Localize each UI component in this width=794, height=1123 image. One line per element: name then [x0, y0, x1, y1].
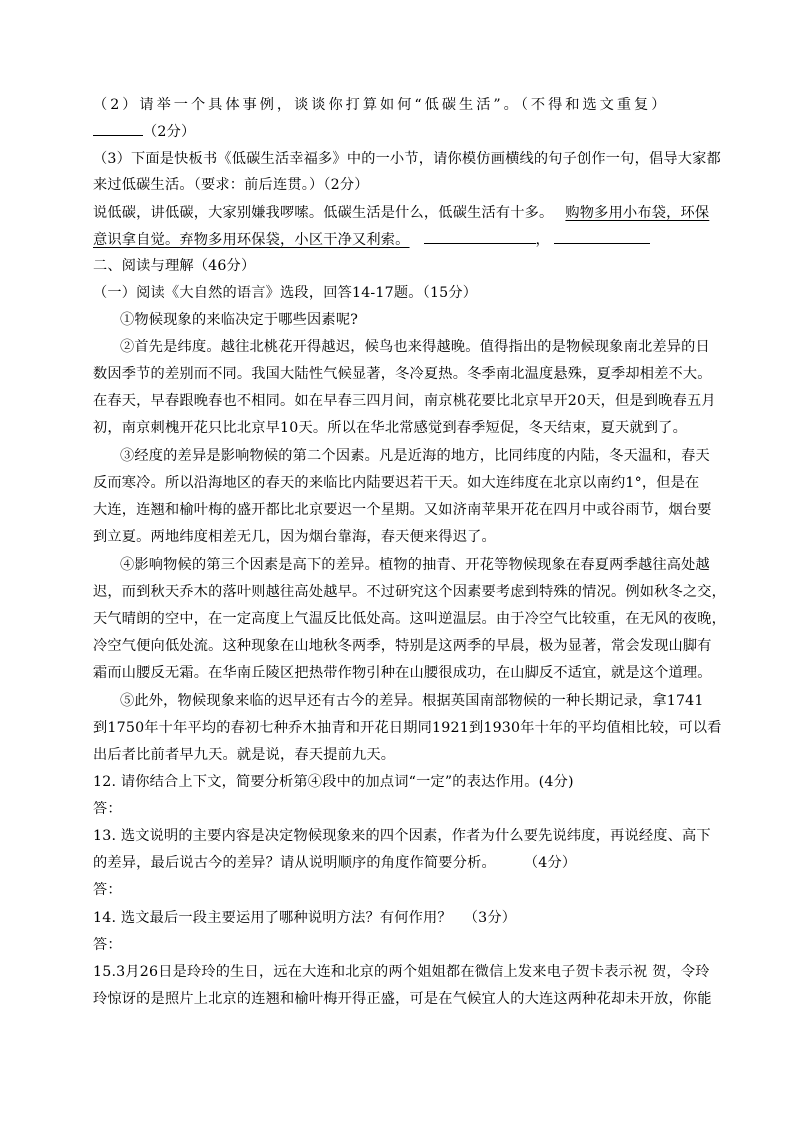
- passage-paragraph-5-line-1: ⑤此外，物候现象来临的迟早还有古今的差异。根据英国南部物候的一种长期记录，拿1741: [120, 693, 704, 709]
- imitation-blank-1[interactable]: [424, 229, 536, 244]
- passage-paragraph-1: ①物候现象的来临决定于哪些因素呢?: [120, 312, 359, 328]
- question-13-line-1: 13. 选文说明的主要内容是决定物候现象来的四个因素，作者为什么要先说纬度，再说经度、高下: [93, 828, 711, 844]
- question-3-prompt-line-1: （3）下面是快板书《低碳生活幸福多》中的一小节，请你模仿画横线的句子创作一句，倡导大家都: [93, 151, 721, 167]
- imitation-blank-2[interactable]: [554, 229, 650, 244]
- passage-paragraph-3-line-1: ③经度的差异是影响物候的第二个因素。凡是近海的地方，比同纬度的内陆，冬天温和，春天: [120, 448, 710, 464]
- reading-subsection-1-heading: （一）阅读《大自然的语言》选段，回答14-17题。（15分）: [93, 285, 478, 301]
- rhyme-text-line-2: [93, 229, 693, 250]
- question-15-line-1: 15.3月26日是玲玲的生日，远在大连和北京的两个姐姐都在微信上发来电子贺卡表示祝 贺，令玲: [93, 964, 710, 980]
- passage-paragraph-5-line-2: 到1750年十年平均的春初七种乔木抽青和开花日期同1921到1930年十年的平均值相比较，可以看: [93, 720, 722, 736]
- question-12-answer-label: 答：: [93, 801, 122, 817]
- question-13-line-2: [93, 853, 693, 873]
- blank-separator: ，: [535, 232, 550, 248]
- question-2-points: （2分）: [143, 124, 196, 140]
- section-2-heading: 二、阅读与理解（46分）: [93, 258, 256, 274]
- passage-paragraph-4-line-4: 冷空气便向低处流。这种现象在山地秋冬两季，特别是这两季的早晨，极为显著，常会发现山脚有: [93, 638, 712, 654]
- question-13-answer-label: 答：: [93, 882, 122, 898]
- answer-blank[interactable]: [93, 121, 143, 136]
- question-14-answer-label: 答：: [93, 937, 122, 953]
- passage-paragraph-2-line-1: ②首先是纬度。越往北桃花开得越迟，候鸟也来得越晚。值得指出的是物候现象南北差异的日: [120, 339, 710, 355]
- passage-paragraph-5-line-3: 出后者比前者早九天。就是说，春天提前九天。: [93, 747, 396, 763]
- rhyme-text-line-1: [93, 203, 710, 223]
- question-14-text: 14. 选文最后一段主要运用了哪种说明方法？有何作用？: [93, 910, 452, 926]
- question-2-prompt: （2）请举一个具体事例，谈谈你打算如何“低碳生活”。（不得和选文重复）: [93, 97, 669, 113]
- rhyme-underlined-sentence-part-1: 购物多用小布袋，环保: [565, 205, 710, 221]
- rhyme-underlined-sentence-part-2: 意识拿自觉。弃物多用环保袋，小区干净又利索。: [93, 232, 410, 248]
- passage-paragraph-4-line-5: 霜而山腰反无霜。在华南丘陵区把热带作物引种在山腰很成功，在山脚反不适宜，就是这个道理。: [93, 665, 712, 681]
- question-15-line-2: 玲惊讶的是照片上北京的连翘和榆叶梅开得正盛，可是在气候宜人的大连这两种花却未开放，你能: [93, 991, 712, 1007]
- question-2-answer-line: [93, 121, 693, 142]
- passage-paragraph-3-line-3: 大连，连翘和榆叶梅的盛开都比北京要迟一个星期。又如济南苹果开花在四月中或谷雨节，烟台要: [93, 502, 712, 518]
- passage-paragraph-2-line-3: 在春天，早春跟晚春也不相同。如在早春三四月间，南京桃花要比北京早开20天，但是到晚春五月: [93, 393, 716, 409]
- passage-paragraph-2-line-4: 初，南京刺槐开花只比北京早10天。所以在华北常感觉到春季短促，冬天结束，夏天就到了。: [93, 420, 687, 436]
- question-14: [93, 908, 693, 928]
- passage-paragraph-4-line-2: 迟，而到秋天乔木的落叶则越往高处越早。不过研究这个因素要考虑到特殊的情况。例如秋冬之交，: [93, 584, 727, 600]
- question-12: 12. 请你结合上下文，简要分析第④段中的加点词“一定”的表达作用。(4分): [93, 774, 574, 790]
- passage-paragraph-3-line-4: 到立夏。两地纬度相差无几，因为烟台靠海，春天便来得迟了。: [93, 529, 496, 545]
- question-14-points: （3分）: [463, 910, 517, 926]
- passage-paragraph-4-line-3: 天气晴朗的空中，在一定高度上气温反比低处高。这叫逆温层。由于冷空气比较重，在无风的夜晚，: [93, 611, 727, 627]
- passage-paragraph-4-line-1: ④影响物候的第三个因素是高下的差异。植物的抽青、开花等物候现象在春夏两季越往高处越: [120, 557, 710, 573]
- passage-paragraph-3-line-2: 反而寒冷。所以沿海地区的春天的来临比内陆要迟若干天。如大连纬度在北京以南约1°，但是在: [93, 475, 700, 491]
- question-3-prompt-line-2: 来过低碳生活。（要求：前后连贯。）（2分）: [93, 177, 369, 193]
- question-13-text: 的差异，最后说古今的差异？请从说明顺序的角度作简要分析。: [93, 855, 496, 871]
- rhyme-text-plain: 说低碳，讲低碳，大家别嫌我啰嗦。低碳生活是什么，低碳生活有十多。: [93, 205, 554, 221]
- passage-paragraph-2-line-2: 数因季节的差别而不同。我国大陆性气候显著，冬冷夏热。冬季南北温度悬殊，夏季却相差不大。: [93, 366, 712, 382]
- question-13-points: （4分）: [523, 855, 577, 871]
